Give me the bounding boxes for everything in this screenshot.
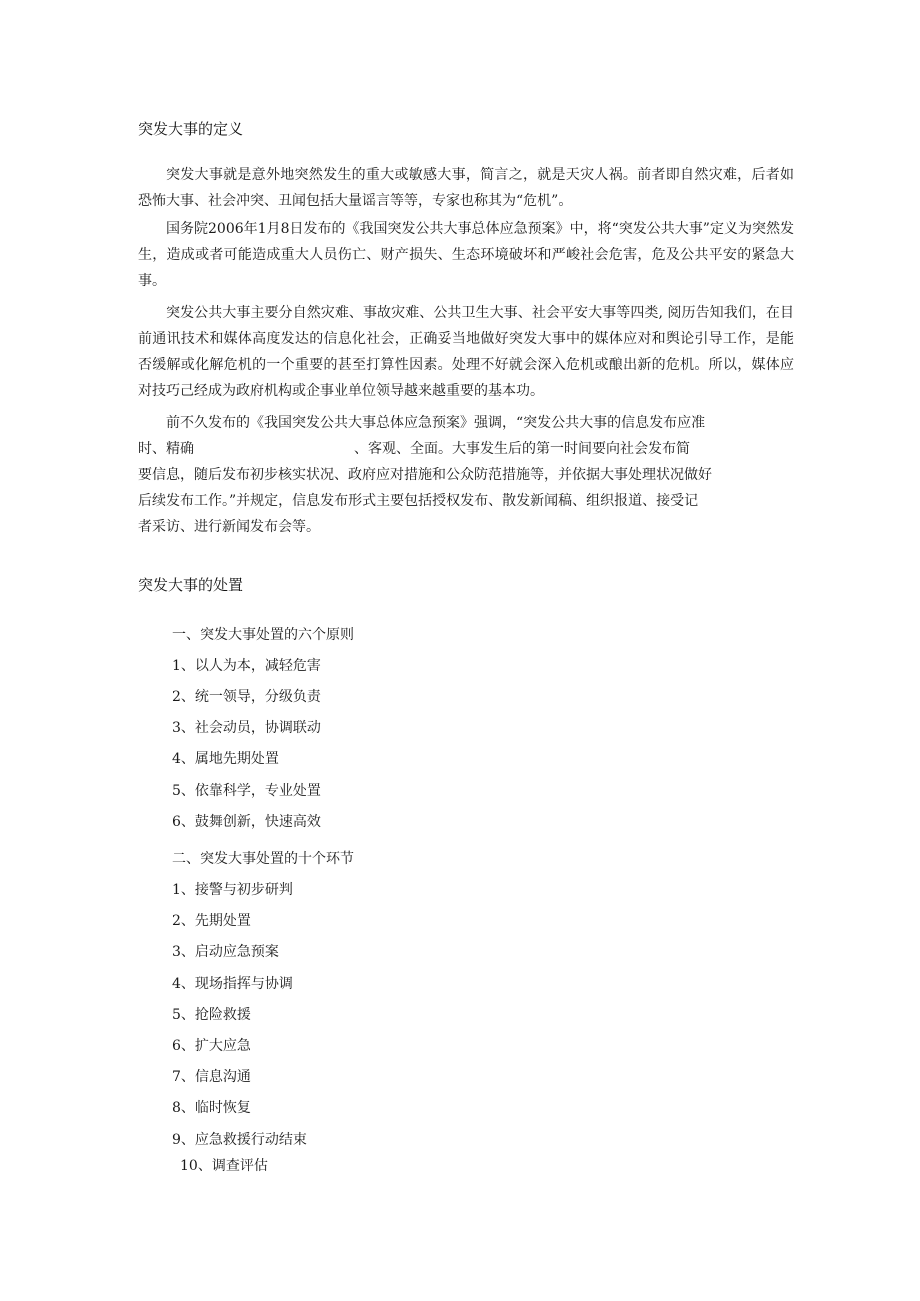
list-item: 9、应急救援行动结束 xyxy=(172,1132,307,1148)
info-release-line-5: 者采访、进行新闻发布会等。 xyxy=(138,519,320,535)
info-release-line-3: 要信息，随后发布初步核实状况、政府应对措施和公众防范措施等，并依据大事处理状况做好 xyxy=(138,467,712,483)
list-item: 8、临时恢复 xyxy=(172,1100,251,1116)
info-release-line-2b: 、客观、全面。大事发生后的第一时间要向社会发布简 xyxy=(354,441,690,457)
list-item: 6、扩大应急 xyxy=(172,1038,251,1054)
list-title-principles: 一、突发大事处置的六个原则 xyxy=(172,627,354,643)
paragraph-information-release xyxy=(138,410,790,540)
info-release-line-2 xyxy=(138,436,790,462)
section-heading-definition: 突发大事的定义 xyxy=(138,120,244,138)
list-item: 10、调查评估 xyxy=(180,1158,268,1174)
list-item: 4、现场指挥与协调 xyxy=(172,976,293,992)
section-heading-handling: 突发大事的处置 xyxy=(138,576,244,594)
list-item: 1、以人为本，减轻危害 xyxy=(172,658,321,674)
list-item: 5、抢险救援 xyxy=(172,1007,251,1023)
info-release-line-1: 前不久发布的《我国突发公共大事总体应急预案》强调，“突发公共大事的信息发布应准 xyxy=(166,415,706,431)
paragraph-event-categories: 突发公共大事主要分自然灾难、事故灾难、公共卫生大事、社会平安大事等四类, 阅历告知我们，在目前通讯技术和媒体高度发达的信息化社会，正确妥当地做好突发大事中的媒体应对和舆论引导工作，是能否缓解或化解危机的一个重要的甚至打算性因素。处理不好就会深入危机或酿出新的危机。所以，媒体应对技巧己经成为政府机构或企事业单位领导越来越重要的基本功。 xyxy=(138,305,794,399)
list-title-steps: 二、突发大事处置的十个环节 xyxy=(172,851,354,867)
list-item: 2、统一领导，分级负责 xyxy=(172,689,321,705)
paragraph-definition: 突发大事就是意外地突然发生的重大或敏感大事，简言之，就是天灾人祸。前者即自然灾难，后者如恐怖大事、社会冲突、丑闻包括大量谣言等等，专家也称其为“危机”。 xyxy=(138,167,794,209)
list-item: 1、接警与初步研判 xyxy=(172,882,293,898)
list-item: 6、鼓舞创新，快速高效 xyxy=(172,814,321,830)
info-release-line-4: 后续发布工作。”并规定，信息发布形式主要包括授权发布、散发新闻稿、组织报道、接受记 xyxy=(138,493,699,509)
paragraph-state-council-plan: 国务院2006年1月8日发布的《我国突发公共大事总体应急预案》中，将“突发公共大事”定义为突然发生，造成或者可能造成重大人员伤亡、财产损失、生态环境破坏和严峻社会危害，危及公共平安的紧急大事。 xyxy=(138,221,794,289)
list-item: 7、信息沟通 xyxy=(172,1069,251,1085)
list-item: 2、先期处置 xyxy=(172,913,251,929)
list-item: 3、启动应急预案 xyxy=(172,944,279,960)
list-item: 4、属地先期处置 xyxy=(172,751,279,767)
info-release-line-2a: 时、精确 xyxy=(138,441,194,457)
list-item: 5、依靠科学，专业处置 xyxy=(172,783,321,799)
list-item: 3、社会动员，协调联动 xyxy=(172,720,321,736)
